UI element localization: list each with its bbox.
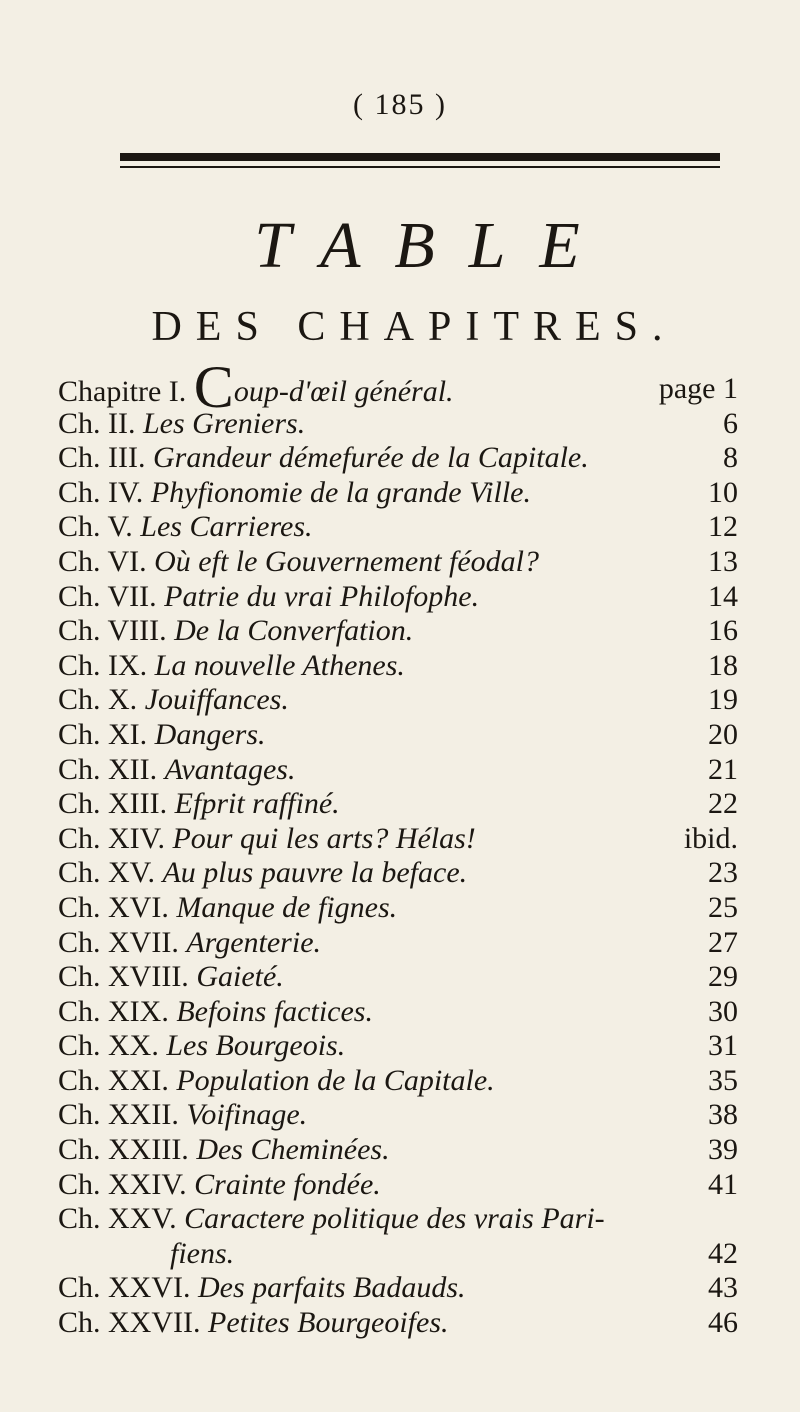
chapter-title: [153, 441, 589, 474]
toc-entry: [58, 1064, 738, 1099]
chapter-label: Ch. IV.: [58, 475, 151, 509]
page-reference: 27: [708, 925, 738, 959]
chapter-title: [165, 753, 296, 786]
chapter-label: Ch. V.: [58, 510, 141, 544]
page-reference: 30: [708, 994, 738, 1028]
page-reference: 12: [708, 510, 738, 544]
chapter-title-text: Avantages.: [164, 752, 296, 786]
chapter-title: [143, 407, 305, 440]
chapter-title: [176, 1064, 494, 1097]
page-reference: 22: [708, 787, 738, 821]
chapter-title-text: Phyfionomie de la grande Ville.: [150, 475, 531, 509]
chapter-title: [164, 580, 479, 613]
chapter-title: [176, 995, 373, 1028]
chapter-title-text: De la Converfation.: [174, 614, 414, 648]
toc-entry: [58, 1168, 738, 1203]
toc-entry: [58, 822, 738, 857]
toc-entry: [58, 1029, 738, 1064]
chapter-label: Ch. XXVI.: [58, 1271, 198, 1305]
chapter-title: [196, 960, 283, 993]
page-reference: ibid.: [683, 821, 738, 855]
toc-entry: [58, 1133, 738, 1168]
chapter-title: [176, 891, 397, 924]
page-reference: 29: [708, 960, 738, 994]
toc-entry: [58, 1237, 738, 1272]
toc-entry: [58, 926, 738, 961]
chapter-title: [208, 1306, 449, 1339]
chapter-title-text: Caractere politique des vrais Pari-: [184, 1202, 605, 1236]
header-rule-thin: [120, 166, 720, 168]
page-reference: 20: [708, 717, 738, 751]
chapter-title-text: Argenterie.: [186, 925, 322, 959]
chapter-title: [166, 1029, 345, 1062]
chapter-title: [186, 1098, 307, 1131]
chapter-title: [140, 510, 312, 543]
toc-entry: [58, 441, 738, 476]
page-reference: 39: [708, 1133, 738, 1167]
toc-entry: [58, 995, 738, 1030]
chapter-title: [196, 1133, 389, 1166]
chapter-label: Ch. X.: [58, 683, 145, 717]
chapter-label: Ch. XXIII.: [58, 1133, 197, 1167]
toc-entry: [58, 614, 738, 649]
toc-entry: [58, 580, 738, 615]
chapter-label: Chapitre I.: [58, 375, 194, 408]
chapter-title-text: Voifinage.: [186, 1098, 308, 1132]
toc-entry: [58, 891, 738, 926]
chapter-title: [145, 683, 289, 716]
toc-entry: [58, 1306, 738, 1341]
toc-entry: [58, 856, 738, 891]
chapter-title-text: Les Bourgeois.: [166, 1029, 346, 1063]
chapter-title: [184, 1202, 605, 1235]
page-reference: 6: [723, 406, 738, 440]
toc-entry: [58, 354, 738, 420]
chapter-title-text: Des Cheminées.: [196, 1133, 390, 1167]
chapter-label: Ch. XXIV.: [58, 1167, 195, 1201]
chapter-title: [186, 926, 321, 959]
chapter-title: [174, 614, 413, 647]
chapter-title: [194, 1168, 381, 1201]
toc-entry: [58, 510, 738, 545]
chapter-title-text: Befoins factices.: [176, 994, 373, 1028]
chapter-title: [162, 856, 467, 889]
chapter-title: [170, 1237, 234, 1270]
chapter-title-text: Dangers.: [154, 717, 266, 751]
chapter-label: Ch. XIX.: [58, 994, 177, 1028]
chapter-label: Ch. VIII.: [58, 614, 175, 648]
chapter-title-text: Manque de fignes.: [176, 890, 398, 924]
chapter-title-text: Grandeur démefurée de la Capitale.: [152, 441, 589, 475]
page-reference: 25: [708, 890, 738, 924]
toc-entry: [58, 476, 738, 511]
chapter-title-text: Patrie du vrai Philofophe.: [164, 579, 480, 613]
chapter-label: Ch. XII.: [58, 752, 165, 786]
chapter-title: [151, 476, 531, 509]
header-rule-thick: [120, 153, 720, 161]
page-reference: 46: [708, 1306, 738, 1340]
chapter-title-text: Population de la Capitale.: [176, 1063, 495, 1097]
page-reference: 14: [708, 579, 738, 613]
page-title: TABLE: [254, 209, 614, 282]
chapter-label: Ch. XIII.: [58, 787, 175, 821]
page-reference: 8: [723, 441, 738, 475]
chapter-label: Ch. XVI.: [58, 890, 177, 924]
toc-entry: [58, 718, 738, 753]
toc-entry: [58, 1098, 738, 1133]
chapter-title-text: Gaieté.: [196, 960, 284, 994]
page-reference: 41: [708, 1167, 738, 1201]
chapter-label: Ch. III.: [58, 441, 153, 475]
chapter-title: [198, 1271, 466, 1304]
chapter-title-text: fiens.: [170, 1236, 235, 1270]
table-of-contents: [58, 354, 738, 1341]
chapter-label: Ch. XXV.: [58, 1202, 185, 1236]
chapter-title-text: Au plus pauvre la beface.: [162, 856, 468, 890]
chapter-title-text: Où eft le Gouvernement féodal?: [154, 544, 540, 578]
chapter-title-text: Efprit raffiné.: [174, 787, 340, 821]
chapter-label: Ch. VII.: [58, 579, 165, 613]
page-reference: 21: [708, 752, 738, 786]
page-reference: 43: [708, 1271, 738, 1305]
page-reference: 38: [708, 1098, 738, 1132]
chapter-title: [193, 354, 454, 420]
chapter-title-text: Jouiffances.: [144, 683, 289, 717]
page-reference: 35: [708, 1063, 738, 1097]
chapter-label: Ch. XVII.: [58, 925, 187, 959]
page-subtitle: DES CHAPITRES.: [151, 304, 677, 350]
page-reference: 13: [708, 544, 738, 578]
page-reference: 31: [708, 1029, 738, 1063]
chapter-label: Ch. XXII.: [58, 1098, 187, 1132]
chapter-title: [155, 649, 405, 682]
page-reference: 19: [708, 683, 738, 717]
chapter-title: [172, 822, 475, 855]
chapter-title: [154, 545, 539, 578]
chapter-label: Ch. VI.: [58, 544, 155, 578]
chapter-title-text: Les Carrieres.: [140, 510, 313, 544]
toc-entry: [58, 649, 738, 684]
drop-initial: C: [193, 354, 234, 420]
page-reference: 23: [708, 856, 738, 890]
chapter-title: [175, 787, 340, 820]
toc-entry: [58, 1202, 738, 1237]
chapter-title-text: Petites Bourgeoifes.: [208, 1306, 449, 1340]
toc-entry: [58, 545, 738, 580]
toc-entry: [58, 787, 738, 822]
chapter-title-text: Des parfaits Badauds.: [198, 1271, 466, 1305]
chapter-label: Ch. XXI.: [58, 1063, 177, 1097]
chapter-label: Ch. IX.: [58, 648, 155, 682]
toc-entry: [58, 683, 738, 718]
page-reference: 10: [708, 475, 738, 509]
page-reference: page 1: [658, 372, 738, 405]
chapter-title-text: Crainte fondée.: [194, 1167, 381, 1201]
toc-entry: [58, 960, 738, 995]
chapter-title-text: Les Greniers.: [143, 406, 306, 440]
chapter-label: Ch. XX.: [58, 1029, 167, 1063]
chapter-label: Ch. XI.: [58, 717, 155, 751]
page-reference: 16: [708, 614, 738, 648]
toc-entry: [58, 407, 738, 442]
chapter-label: Ch. XIV.: [58, 821, 173, 855]
chapter-label: Ch. XV.: [58, 856, 163, 890]
chapter-label: Ch. XVIII.: [58, 960, 197, 994]
chapter-title-text: oup-d'œil général.: [233, 375, 454, 408]
chapter-title: [155, 718, 266, 751]
toc-entry: [58, 1271, 738, 1306]
toc-entry: [58, 753, 738, 788]
chapter-title-text: Pour qui les arts? Hélas!: [172, 821, 476, 855]
page-reference: 42: [708, 1236, 738, 1270]
chapter-label: Ch. XXVII.: [58, 1306, 208, 1340]
chapter-title-text: La nouvelle Athenes.: [154, 648, 405, 682]
page-number: ( 185 ): [353, 88, 447, 121]
chapter-label: Ch. II.: [58, 406, 143, 440]
page-reference: 18: [708, 648, 738, 682]
